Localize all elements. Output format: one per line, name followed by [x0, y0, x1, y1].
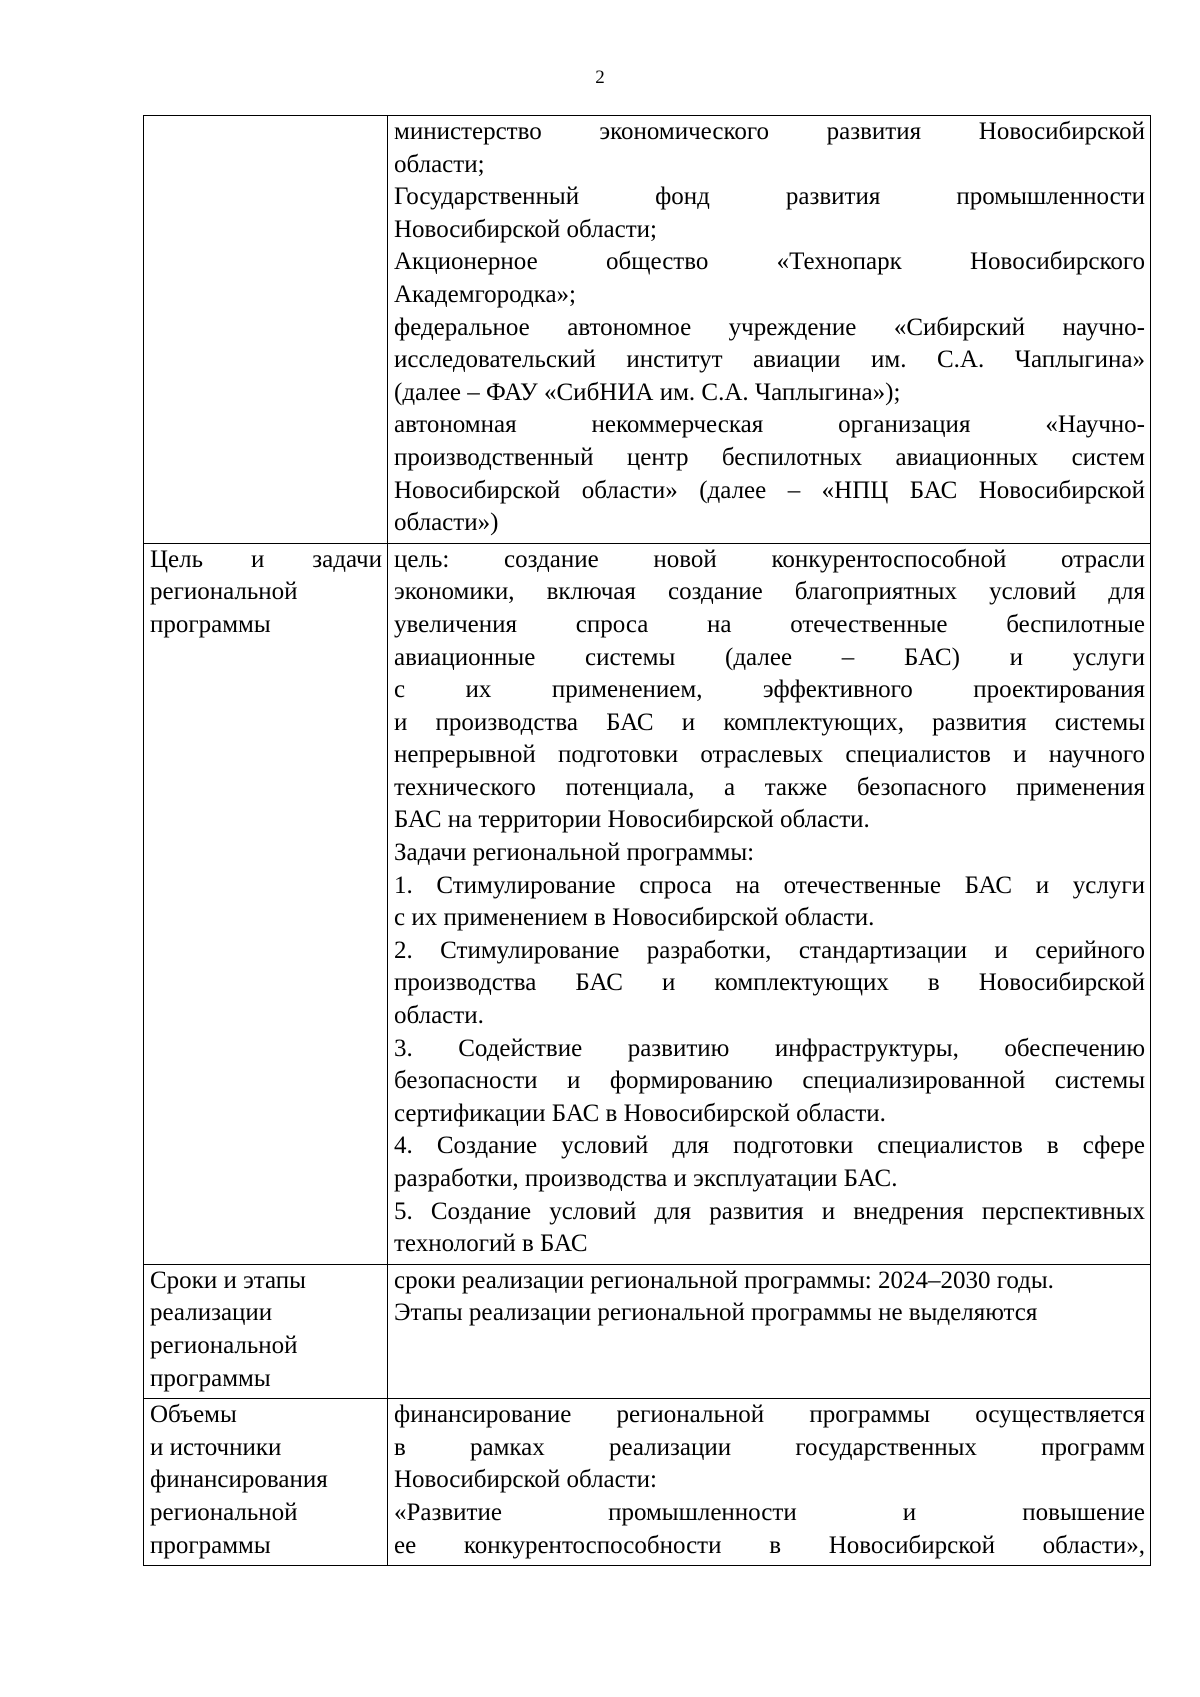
financing-row: [144, 1399, 1151, 1566]
row-label-cell: [144, 1399, 388, 1566]
row-content-cell: [388, 1399, 1151, 1566]
content-line: и производства БАС и комплектующих, развития системы: [394, 708, 1145, 736]
content-line: области.: [394, 1002, 484, 1030]
row-label-cell: [144, 116, 388, 544]
content-line: 4. Создание условий для подготовки специалистов в сфере: [394, 1132, 1145, 1160]
page-number: 2: [595, 67, 605, 88]
row-label-cell: [144, 1264, 388, 1398]
row-content-cell: [388, 1264, 1151, 1398]
row-label-line: Цель и задачи: [150, 545, 382, 573]
content-line: Новосибирской области:: [394, 1466, 658, 1494]
content-line: технического потенциала, а также безопасного применения: [394, 773, 1145, 801]
row-label-line: программы: [150, 610, 271, 638]
row-content-cell: [388, 543, 1151, 1264]
program-passport-table: [143, 115, 1151, 1566]
content-line: Акционерное общество «Технопарк Новосибирского: [394, 248, 1145, 276]
content-line: Задачи региональной программы:: [394, 839, 755, 867]
terms-and-stages-row: [144, 1264, 1151, 1398]
row-label-line: региональной: [150, 578, 298, 606]
content-line: ее конкурентоспособности в Новосибирской области»,: [394, 1531, 1145, 1559]
content-line: цель: создание новой конкурентоспособной отрасли: [394, 545, 1145, 573]
content-line: авиационные системы (далее – БАС) и услуги: [394, 643, 1145, 671]
content-line: (далее – ФАУ «СибНИА им. С.А. Чаплыгина»);: [394, 378, 901, 406]
row-label-line: Сроки и этапы: [150, 1266, 306, 1294]
content-line: БАС на территории Новосибирской области.: [394, 806, 870, 834]
content-line: Новосибирской области» (далее – «НПЦ БАС Новосибирской: [394, 476, 1145, 504]
content-line: с их применением, эффективного проектирования: [394, 676, 1145, 704]
content-line: производства БАС и комплектующих в Новосибирской: [394, 969, 1145, 997]
content-line: области;: [394, 150, 485, 178]
content-line: технологий в БАС: [394, 1230, 588, 1258]
row-label-line: региональной: [150, 1498, 298, 1526]
content-line: федеральное автономное учреждение «Сибирский научно-: [394, 313, 1145, 341]
row-label-line: региональной: [150, 1331, 298, 1359]
content-line: непрерывной подготовки отраслевых специалистов и научного: [394, 741, 1145, 769]
program-passport-body: [144, 116, 1151, 1566]
content-line: разработки, производства и эксплуатации БАС.: [394, 1165, 898, 1192]
content-line: 3. Содействие развитию инфраструктуры, обеспечению: [394, 1034, 1145, 1062]
row-label-line: реализации: [150, 1299, 273, 1327]
content-line: министерство экономического развития Новосибирской: [394, 118, 1145, 145]
content-line: Этапы реализации региональной программы не выделяются: [394, 1299, 1038, 1327]
content-line: экономики, включая создание благоприятных условий для: [394, 578, 1145, 606]
row-label-line: Объемы: [150, 1401, 237, 1429]
content-line: безопасности и формированию специализированной системы: [394, 1067, 1145, 1095]
row-label-line: и источники: [150, 1433, 282, 1461]
content-line: Государственный фонд развития промышленности: [394, 183, 1145, 211]
content-line: 5. Создание условий для развития и внедрения перспективных: [394, 1197, 1145, 1225]
goal-and-tasks-row: [144, 543, 1151, 1264]
content-line: «Развитие промышленности и повышение: [394, 1498, 1145, 1526]
row-label-cell: [144, 543, 388, 1264]
content-line: с их применением в Новосибирской области.: [394, 904, 875, 932]
row-label-line: финансирования: [150, 1466, 328, 1494]
content-line: сроки реализации региональной программы: 2024–2030 годы.: [394, 1266, 1054, 1294]
content-line: 1. Стимулирование спроса на отечественные БАС и услуги: [394, 871, 1145, 899]
row-label-line: программы: [150, 1531, 271, 1559]
responsible-executors-row: [144, 116, 1151, 544]
content-line: финансирование региональной программы осуществляется: [394, 1401, 1145, 1429]
content-line: области»): [394, 509, 499, 537]
row-label-line: программы: [150, 1364, 271, 1392]
content-line: исследовательский институт авиации им. С.А. Чаплыгина»: [394, 346, 1145, 374]
content-line: автономная некоммерческая организация «Научно-: [394, 411, 1145, 439]
content-line: сертификации БАС в Новосибирской области.: [394, 1099, 886, 1127]
content-line: в рамках реализации государственных программ: [394, 1433, 1145, 1461]
content-line: Новосибирской области;: [394, 215, 658, 243]
content-line: 2. Стимулирование разработки, стандартизации и серийного: [394, 936, 1145, 964]
row-content-cell: [388, 116, 1151, 544]
content-line: Академгородка»;: [394, 280, 576, 308]
content-line: производственный центр беспилотных авиационных систем: [394, 443, 1145, 471]
content-line: увеличения спроса на отечественные беспилотные: [394, 610, 1145, 638]
